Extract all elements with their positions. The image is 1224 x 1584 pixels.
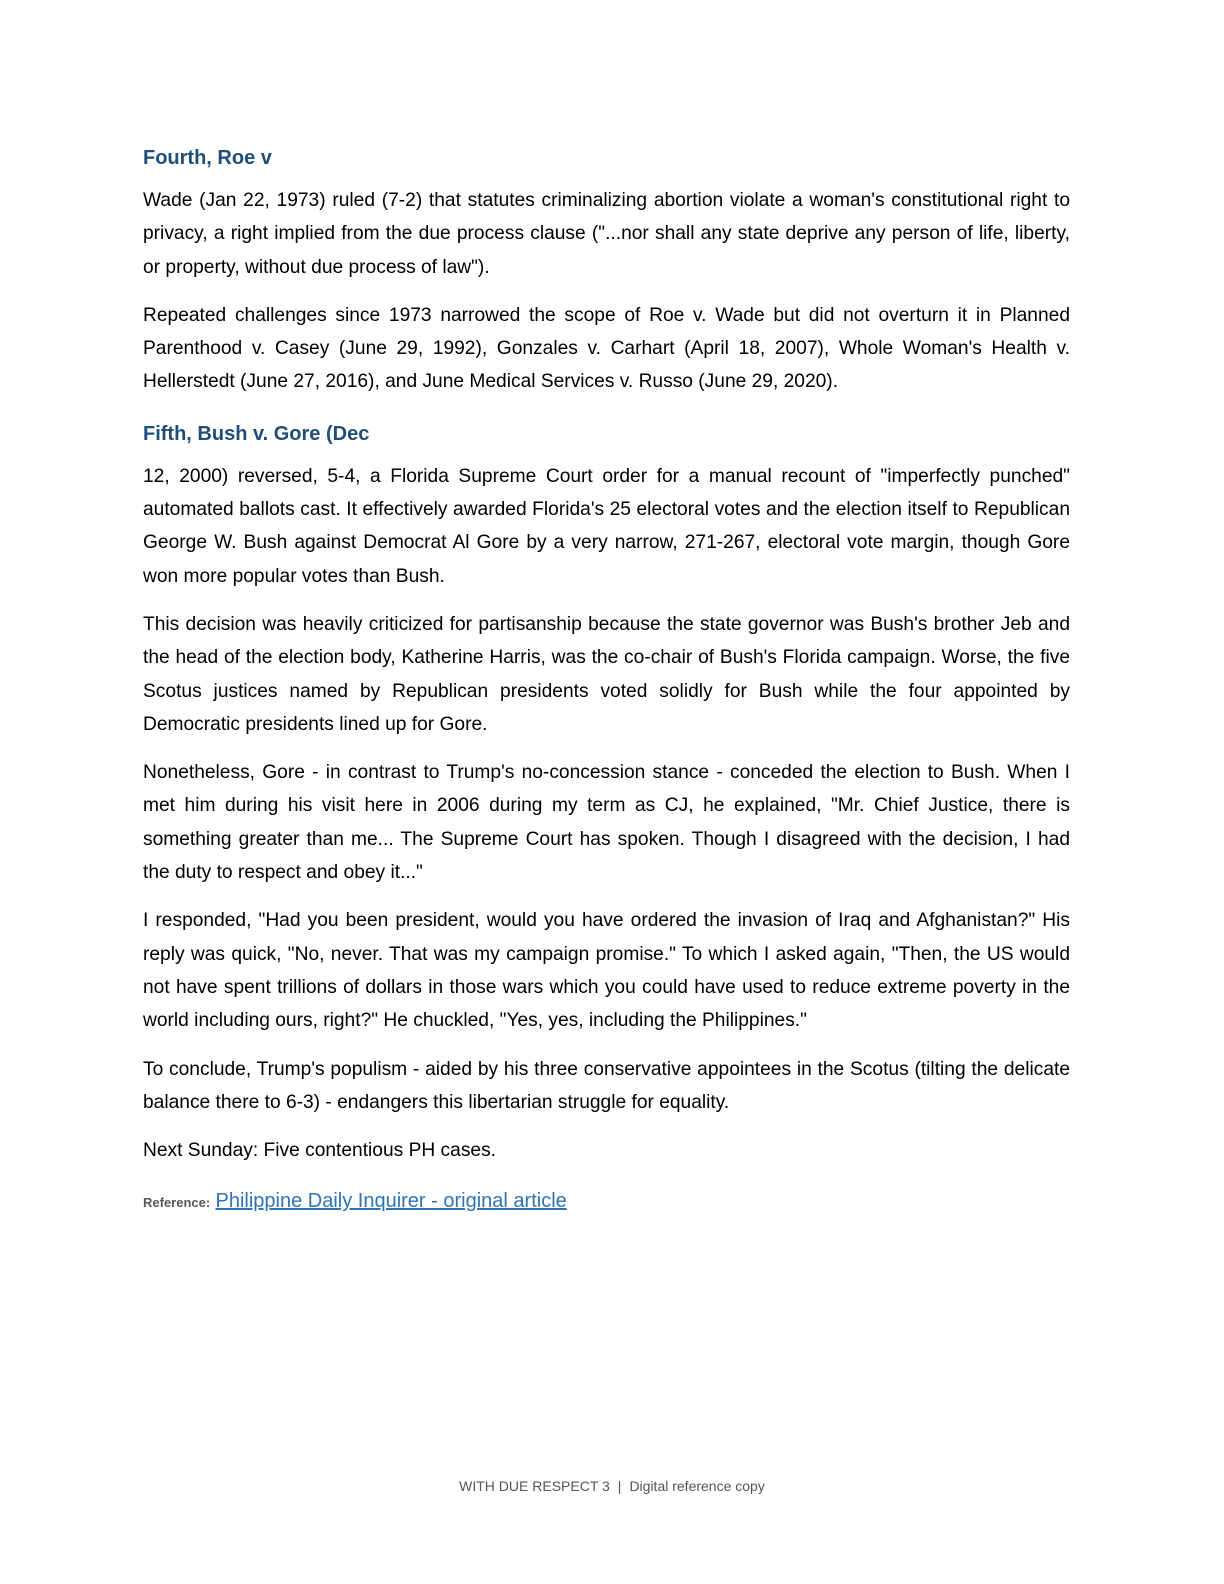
paragraph-roe-challenges: Repeated challenges since 1973 narrowed the scope of Roe v. Wade but did not overturn it in Planned Parenthood v. Casey (June 29, 1992), Gonzales v. Carhart (April 18, 2007), Whole Woman's Health v. Hellerstedt (June 27, 2016), and June Medical Services v. Russo (June 29, 2020). [143, 304, 1070, 393]
document-page [143, 141, 1070, 1220]
paragraph-next-sunday: Next Sunday: Five contentious PH cases. [143, 1140, 497, 1162]
footer-note: Digital reference copy [629, 1478, 765, 1494]
paragraph-bush-gore-ruling: 12, 2000) reversed, 5-4, a Florida Supreme Court order for a manual recount of "imperfectly punched" automated ballots cast. It effectively awarded Florida's 25 electoral votes and the election itself to Republican George W. Bush against Democrat Al Gore by a very narrow, 271-267, electoral vote margin, though Gore won more popular votes than Bush. [143, 465, 1070, 587]
paragraph-partisanship-criticism: This decision was heavily criticized for partisanship because the state governor was Bush's brother Jeb and the head of the election body, Katherine Harris, was the co-chair of Bush's Florida campaign. Worse, the five Scotus justices named by Republican presidents voted solidly for Bush while the four appointed by Democratic presidents lined up for Gore. [143, 613, 1070, 735]
paragraph-conclusion: To conclude, Trump's populism - aided by his three conservative appointees in the Scotus (tilting the delicate balance there to 6-3) - endangers this libertarian struggle for equality. [143, 1058, 1070, 1113]
reference-line [143, 1184, 1070, 1220]
paragraph-roe-ruling: Wade (Jan 22, 1973) ruled (7-2) that statutes criminalizing abortion violate a woman's constitutional right to privacy, a right implied from the due process clause ("...nor shall any state deprive any person of life, liberty, or property, without due process of law"). [143, 190, 1070, 278]
reference-link[interactable]: Philippine Daily Inquirer - original article [215, 1190, 567, 1213]
page-footer [0, 1478, 1224, 1494]
paragraph-gore-concession: Nonetheless, Gore - in contrast to Trump's no-concession stance - conceded the election to Bush. When I met him during his visit here in 2006 during my term as CJ, he explained, "Mr. Chief Justice, there is something greater than me... The Supreme Court has spoken. Though I disagreed with the decision, I had the duty to respect and obey it..." [143, 762, 1070, 884]
section-heading-fourth: Fourth, Roe v [143, 147, 272, 169]
reference-label: Reference: [143, 1195, 211, 1211]
paragraph-gore-conversation: I responded, "Had you been president, would you have ordered the invasion of Iraq and Afghanistan?" His reply was quick, "No, never. That was my campaign promise." To which I asked again, "Then, the US would not have spent trillions of dollars in those wars which you could have used to reduce extreme poverty in the world including ours, right?" He chuckled, "Yes, yes, including the Philippines." [143, 910, 1070, 1032]
section-heading-fifth: Fifth, Bush v. Gore (Dec [143, 422, 370, 445]
footer-title: WITH DUE RESPECT 3 [459, 1478, 610, 1494]
footer-separator: | [617, 1478, 622, 1494]
